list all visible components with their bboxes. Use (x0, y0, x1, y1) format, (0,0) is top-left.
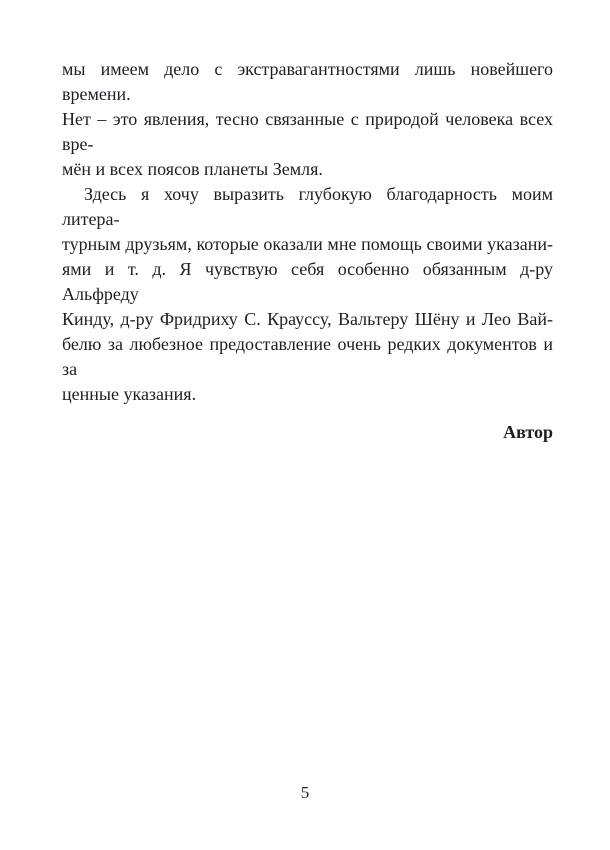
text-line: мы имеем дело с экстравагантностями лишь новейшего времени. (62, 59, 553, 104)
text-line: белю за любезное предоставление очень редких документов и за (62, 334, 553, 379)
paragraph (62, 182, 553, 407)
page-number: 5 (300, 783, 310, 802)
text-line: турным друзьям, которые оказали мне помощь своими указани- (62, 234, 553, 254)
page-text (62, 57, 553, 445)
text-line: ценные указания. (62, 384, 197, 404)
text-line: ями и т. д. Я чувствую себя особенно обязанным д-ру Альфреду (62, 259, 553, 304)
text-line: Нет – это явления, тесно связанные с природой человека всех вре- (62, 109, 553, 154)
text-line: Здесь я хочу выразить глубокую благодарность моим литера- (62, 184, 553, 229)
paragraphs-container (62, 57, 553, 407)
paragraph (62, 57, 553, 182)
text-line: Кинду, д-ру Фридриху С. Крауссу, Вальтеру Шёну и Лео Вай- (62, 309, 553, 329)
text-line: мён и всех поясов планеты Земля. (62, 159, 323, 179)
author-signature: Автор (503, 422, 553, 442)
